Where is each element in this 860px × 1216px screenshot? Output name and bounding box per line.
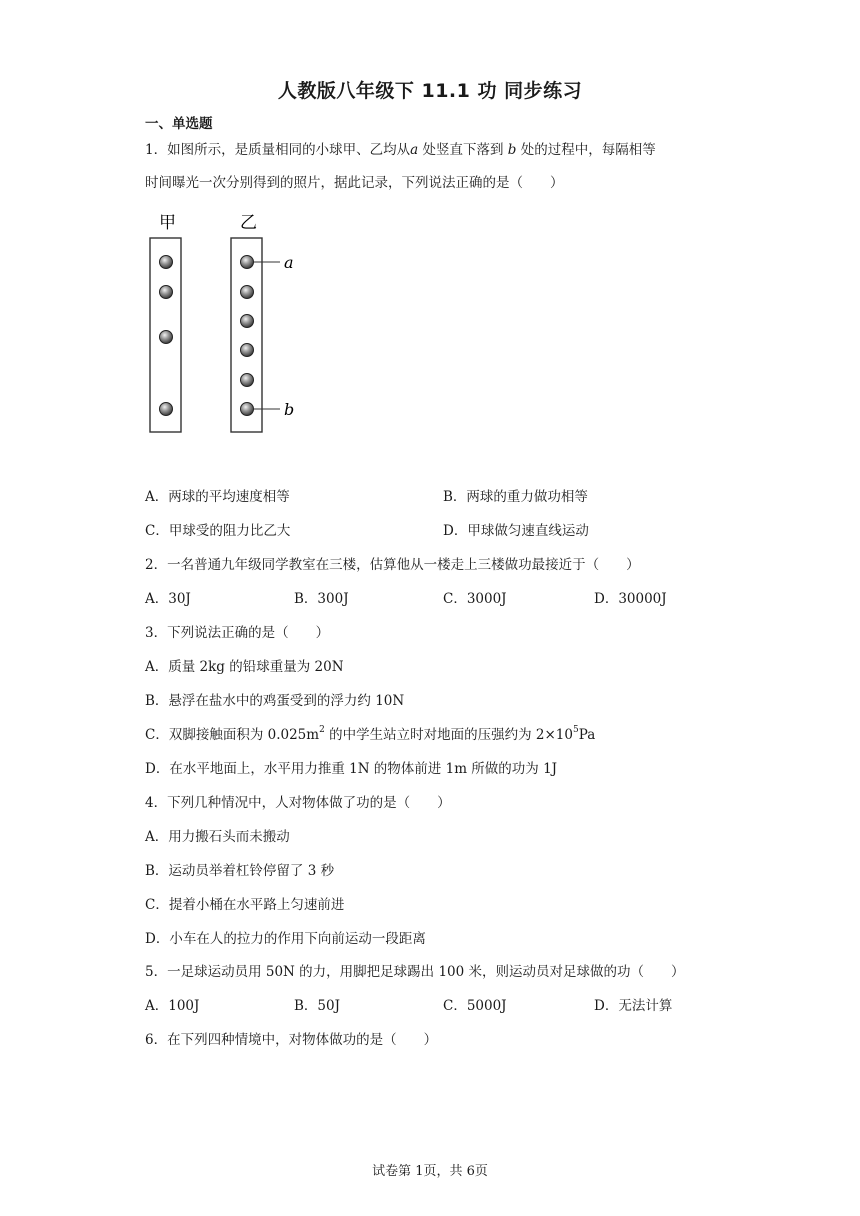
q2-option-c[interactable]: C．3000J	[443, 591, 507, 607]
ball-yi-4	[241, 344, 254, 357]
ball-jia-1	[160, 256, 173, 269]
q3-option-a[interactable]: A．质量 2kg 的铅球重量为 20N	[145, 659, 344, 675]
q5-option-b[interactable]: B．50J	[294, 998, 341, 1014]
q3-option-d[interactable]: D．在水平地面上，水平用力推重 1N 的物体前进 1m 所做的功为 1J	[145, 761, 558, 777]
q5-option-c[interactable]: C．5000J	[443, 998, 507, 1014]
q3-stem: 3．下列说法正确的是（ ）	[145, 625, 330, 641]
q4-option-b[interactable]: B．运动员举着杠铃停留了 3 秒	[145, 863, 335, 879]
page-footer: 试卷第 1页，共 6页	[372, 1164, 488, 1179]
label-b: b	[284, 400, 295, 419]
q5-option-a[interactable]: A．100J	[145, 998, 200, 1014]
ball-jia-4	[160, 403, 173, 416]
q5-stem: 5．一足球运动员用 50N 的力，用脚把足球踢出 100 米，则运动员对足球做的功（ ）	[145, 964, 685, 980]
ball-yi-6	[241, 403, 254, 416]
ball-yi-1	[241, 256, 254, 269]
q4-option-d[interactable]: D．小车在人的拉力的作用下向前运动一段距离	[145, 931, 426, 947]
section-heading: 一、单选题	[145, 116, 213, 132]
q1-stem-line1: 1．如图所示，是质量相同的小球甲、乙均从a 处竖直下落到 b 处的过程中，每隔相等	[145, 142, 656, 158]
ball-yi-2	[241, 286, 254, 299]
q1-option-b[interactable]: B．两球的重力做功相等	[443, 489, 588, 505]
q1-option-d[interactable]: D．甲球做匀速直线运动	[443, 523, 589, 539]
q1-stem-line2: 时间曝光一次分别得到的照片，据此记录，下列说法正确的是（ ）	[145, 175, 564, 191]
q5-option-d[interactable]: D．无法计算	[594, 998, 673, 1014]
q2-stem: 2．一名普通九年级同学教室在三楼，估算他从一楼走上三楼做功最接近于（ ）	[145, 557, 640, 573]
q3-option-b[interactable]: B．悬浮在盐水中的鸡蛋受到的浮力约 10N	[145, 693, 405, 709]
falling-balls-figure	[140, 208, 310, 443]
q6-stem: 6．在下列四种情境中，对物体做功的是（ ）	[145, 1032, 438, 1048]
q1-option-c[interactable]: C．甲球受的阻力比乙大	[145, 523, 291, 539]
q4-stem: 4．下列几种情况中，人对物体做了功的是（ ）	[145, 795, 451, 811]
ball-yi-5	[241, 374, 254, 387]
q3-option-c[interactable]: C．双脚接触面积为 $0.025m^2$ 的中学生站立时对地面的压强约为 $2\times 10^5Pa$	[145, 724, 596, 743]
label-yi: 乙	[240, 213, 257, 233]
ball-jia-2	[160, 286, 173, 299]
q2-option-b[interactable]: B．300J	[294, 591, 349, 607]
q1-option-a[interactable]: A．两球的平均速度相等	[145, 489, 290, 505]
ball-yi-3	[241, 315, 254, 328]
q4-option-a[interactable]: A．用力搬石头而未搬动	[145, 829, 290, 845]
q2-option-a[interactable]: A．30J	[145, 591, 191, 607]
q2-option-d[interactable]: D．30000J	[594, 591, 667, 607]
page-title: 人教版八年级下 11.1 功 同步练习	[277, 80, 583, 102]
ball-jia-3	[160, 331, 173, 344]
label-a: a	[284, 253, 294, 272]
label-jia: 甲	[159, 213, 176, 233]
q4-option-c[interactable]: C．提着小桶在水平路上匀速前进	[145, 897, 345, 913]
